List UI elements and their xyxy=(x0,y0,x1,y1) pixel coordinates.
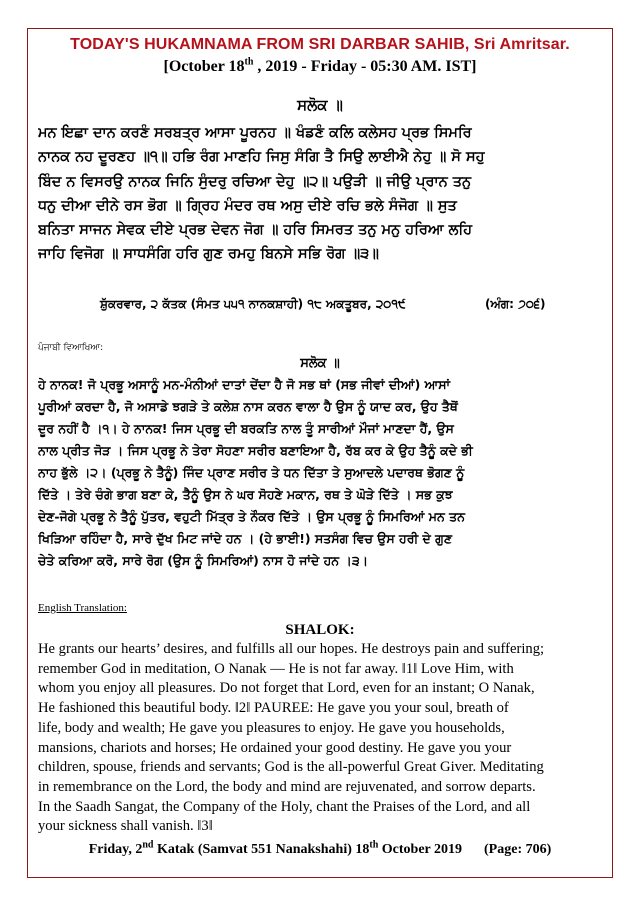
punjabi-line: ਦੂਰ ਨਹੀਂ ਹੈ ।੧। ਹੇ ਨਾਨਕ! ਜਿਸ ਪ੍ਰਭੂ ਦੀ ਬਰਕਤਿ ਨਾਲ ਤੂੰ ਸਾਰੀਆਂ ਮੌਜਾਂ ਮਾਣਦਾ ਹੈਂ, ਉਸ xyxy=(38,421,454,436)
english-line: children, spouse, friends and servants; God is the all-powerful Great Giver. Meditating xyxy=(38,759,544,776)
footer-page-ref: (Page: 706) xyxy=(484,842,552,857)
english-line: your sickness shall vanish. ‖3‖ xyxy=(38,818,213,835)
punjabi-line: ਹੇ ਨਾਨਕ! ਜੋ ਪ੍ਰਭੂ ਅਸਾਨੂੰ ਮਨ-ਮੰਨੀਆਂ ਦਾਤਾਂ ਦੇਂਦਾ ਹੈ ਜੋ ਸਭ ਥਾਂ (ਸਭ ਜੀਵਾਂ ਦੀਆਂ) ਆਸਾਂ xyxy=(38,377,451,392)
english-heading: SHALOK: xyxy=(285,622,355,638)
gurbani-line: ਬਨਿਤਾ ਸਾਜਨ ਸੇਵਕ ਦੀਏ ਪ੍ਰਭ ਦੇਵਨ ਜੋਗ ॥ ਹਰਿ ਸਿਮਰਤ ਤਨੁ ਮਨੁ ਹਰਿਆ ਲਹਿ xyxy=(38,222,473,239)
gurbani-line: ਜਾਹਿ ਵਿਜੋਗ ॥ ਸਾਧਸੰਗਿ ਹਰਿ ਗੁਣ ਰਮਹੁ ਬਿਨਸੇ ਸਭਿ ਰੋਗ ॥੩॥ xyxy=(38,246,379,263)
english-line: in remembrance on the Lord, the body and mind are rejuvenated, and sorrow departs. xyxy=(38,778,536,795)
gurbani-heading: ਸਲੋਕ ॥ xyxy=(297,96,343,114)
english-translation xyxy=(38,640,604,837)
punjabi-explanation xyxy=(38,374,604,572)
english-translation-label: English Translation: xyxy=(38,602,127,614)
gurbani-line: ਧਨੁ ਦੀਆ ਦੀਨੇ ਰਸ ਭੋਗ ॥ ਗ੍ਰਿਹ ਮੰਦਰ ਰਥ ਅਸੁ ਦੀਏ ਰਚਿ ਭਲੇ ਸੰਜੋਗ ॥ ਸੁਤ xyxy=(38,197,457,214)
english-line: remember God in meditation, O Nanak — He is not far away. ‖1‖ Love Him, with xyxy=(38,660,514,677)
punjabi-line: ਨਾਹ ਭੁੱਲੇ ।੨। (ਪ੍ਰਭੂ ਨੇ ਤੈਨੂੰ) ਜਿੰਦ ਪ੍ਰਾਣ ਸਰੀਰ ਤੇ ਧਨ ਦਿੱਤਾ ਤੇ ਸੁਆਦਲੇ ਪਦਾਰਥ ਭੋਗਣ ਨੂੰ xyxy=(38,465,465,480)
punjabi-line: ਖਿੜਿਆ ਰਹਿੰਦਾ ਹੈ, ਸਾਰੇ ਦੁੱਖ ਮਿਟ ਜਾਂਦੇ ਹਨ । (ਹੇ ਭਾਈ!) ਸਤਸੰਗ ਵਿਚ ਉਸ ਹਰੀ ਦੇ ਗੁਣ xyxy=(38,531,453,546)
english-line: He fashioned this beautiful body. ‖2‖ PAUREE: He gave you your soul, breath of xyxy=(38,700,509,717)
page-title: TODAY'S HUKAMNAMA FROM SRI DARBAR SAHIB, Sri Amritsar. xyxy=(70,36,570,53)
gurbani-line: ਨਾਨਕ ਨਹ ਦੂਰਣਹ ॥੧॥ ਹਭਿ ਰੰਗ ਮਾਣਹਿ ਜਿਸੁ ਸੰਗਿ ਤੈ ਸਿਉ ਲਾਈਐ ਨੇਹੁ ॥ ਸੋ ਸਹੁ xyxy=(38,149,485,166)
punjabi-line: ਦੇਣ-ਜੋਗੇ ਪ੍ਰਭੂ ਨੇ ਤੈਨੂੰ ਪੁੱਤਰ, ਵਹੁਟੀ ਮਿੱਤ੍ਰ ਤੇ ਨੌਕਰ ਦਿੱਤੇ । ਉਸ ਪ੍ਰਭੂ ਨੂੰ ਸਿਮਰਿਆਂ ਮਨ ਤਨ xyxy=(38,509,465,524)
punjabi-line: ਪੂਰੀਆਂ ਕਰਦਾ ਹੈ, ਜੋ ਅਸਾਡੇ ਝਗੜੇ ਤੇ ਕਲੇਸ਼ ਨਾਸ ਕਰਨ ਵਾਲਾ ਹੈ ਉਸ ਨੂੰ ਯਾਦ ਕਰ, ਉਹ ਤੈਥੋਂ xyxy=(38,399,458,414)
english-line: He grants our hearts’ desires, and fulfills all our hopes. He destroys pain and suffering; xyxy=(38,641,545,657)
gurbani-line: ਮਨ ਇਛਾ ਦਾਨ ਕਰਣੰ ਸਰਬਤ੍ਰ ਆਸਾ ਪੂਰਨਹ ॥ ਖੰਡਣੰ ਕਲਿ ਕਲੇਸਹ ਪ੍ਰਭ ਸਿਮਰਿ xyxy=(38,125,472,141)
punjabi-line: ਦਿੱਤੇ । ਤੇਰੇ ਚੰਗੇ ਭਾਗ ਬਣਾ ਕੇ, ਤੈਨੂੰ ਉਸ ਨੇ ਘਰ ਸੋਹਣੇ ਮਕਾਨ, ਰਥ ਤੇ ਘੋੜੇ ਦਿੱਤੇ । ਸਭ ਕੁਝ xyxy=(38,487,453,502)
footer-date: Friday, 2nd Katak (Samvat 551 Nanakshahi) 18th October 2019 (Page: 706) xyxy=(88,839,552,857)
punjabi-line: ਨਾਲ ਪ੍ਰੀਤ ਜੋੜ । ਜਿਸ ਪ੍ਰਭੂ ਨੇ ਤੇਰਾ ਸੋਹਣਾ ਸਰੀਰ ਬਣਾਇਆ ਹੈ, ਰੱਬ ਕਰ ਕੇ ਉਹ ਤੈਨੂੰ ਕਦੇ ਭੀ xyxy=(38,443,473,458)
gurmukhi-page-ref: (ਅੰਗ: ੭੦੬) xyxy=(485,297,546,311)
gurbani-line: ਬਿੰਦ ਨ ਵਿਸਰਉ ਨਾਨਕ ਜਿਨਿ ਸੁੰਦਰੁ ਰਚਿਆ ਦੇਹੁ ॥੨॥ ਪਉੜੀ ॥ ਜੀਉ ਪ੍ਰਾਨ ਤਨੁ xyxy=(38,173,472,190)
punjabi-explanation-label: ਪੰਜਾਬੀ ਵਿਆਖਿਆ: xyxy=(38,343,104,353)
gurbani-text xyxy=(38,121,604,267)
english-line: In the Saadh Sangat, the Company of the Holy, chant the Praises of the Lord, and all xyxy=(38,798,531,815)
punjabi-heading: ਸਲੋਕ ॥ xyxy=(300,356,340,371)
english-line: life, body and wealth; He gave you pleasures to enjoy. He gave you households, xyxy=(38,719,505,736)
gurmukhi-date: ਸ਼ੁੱਕਰਵਾਰ, ੨ ਕੱਤਕ (ਸੰਮਤ ੫੫੧ ਨਾਨਕਸ਼ਾਹੀ) ੧੮ ਅਕਤੂਬਰ, ੨੦੧੯ xyxy=(100,297,406,311)
punjabi-line: ਚੇਤੇ ਕਰਿਆ ਕਰੋ, ਸਾਰੇ ਰੋਗ (ਉਸ ਨੂੰ ਸਿਮਰਿਆਂ) ਨਾਸ ਹੋ ਜਾਂਦੇ ਹਨ ।੩। xyxy=(38,553,369,568)
english-line: mansions, chariots and horses; He ordained your good destiny. He gave you your xyxy=(38,739,512,756)
broadcast-date: [October 18th , 2019 - Friday - 05:30 AM. IST] xyxy=(163,56,477,75)
english-line: whom you enjoy all pleasures. Do not forget that Lord, even for an instant; O Nanak, xyxy=(38,680,535,697)
